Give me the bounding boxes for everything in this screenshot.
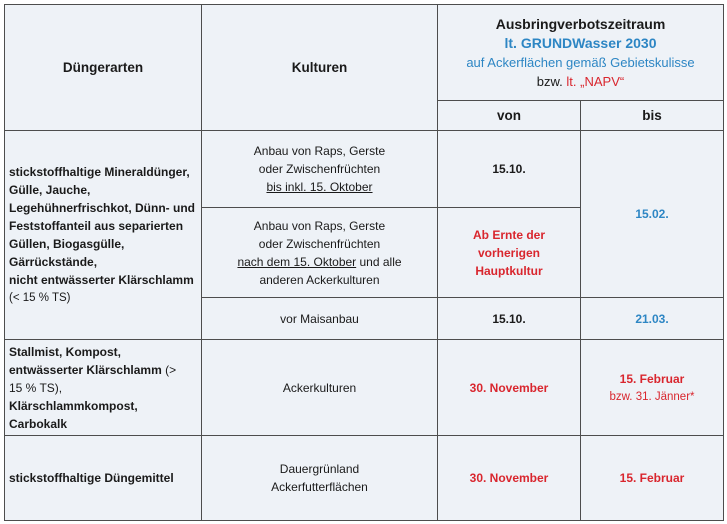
von-cell: 15.10. bbox=[438, 298, 581, 340]
header-napv-prefix: bzw. bbox=[536, 73, 567, 89]
duenger-line: Güllen, Biogasgülle, bbox=[9, 237, 125, 251]
kultur-line: Anbau von Raps, Gerste bbox=[253, 218, 386, 233]
kultur-line: Dauergrünland bbox=[279, 462, 360, 476]
duenger-line: Gärrückstände, bbox=[9, 255, 98, 269]
bis-line: 15. Februar bbox=[619, 371, 685, 386]
duenger-group2 bbox=[5, 340, 202, 436]
header-ausbringverbot bbox=[438, 5, 724, 101]
bis-line: bzw. 31. Jänner* bbox=[609, 390, 695, 403]
von-cell: 15.10. bbox=[438, 131, 581, 208]
kultur-line: oder Zwischenfrüchten bbox=[258, 162, 381, 176]
header-bis: bis bbox=[581, 101, 724, 131]
duenger-line: nicht entwässerter Klärschlamm bbox=[9, 273, 194, 287]
duenger-line: Klärschlammkompost, bbox=[9, 398, 138, 413]
duenger-line bbox=[9, 361, 197, 379]
von-cell: 30. November bbox=[438, 340, 581, 436]
duenger-group1 bbox=[5, 131, 202, 340]
bis-cell: 15.02. bbox=[581, 131, 724, 298]
header-kulturen: Kulturen bbox=[202, 5, 438, 131]
header-title: Ausbringverbotszeitraum bbox=[495, 15, 666, 32]
duenger-line: Feststoffanteil aus separierten bbox=[9, 219, 184, 233]
duenger-line: stickstoffhaltige Mineraldünger, bbox=[9, 165, 190, 179]
header-row bbox=[5, 5, 724, 101]
von-line: Hauptkultur bbox=[475, 263, 543, 278]
header-duengerarten: Düngerarten bbox=[5, 5, 202, 131]
header-napv-label: lt. „NAPV“ bbox=[566, 73, 625, 89]
kultur-line: bis inkl. 15. Oktober bbox=[266, 180, 373, 194]
von-cell bbox=[438, 208, 581, 298]
duenger-line: Stallmist, Kompost, bbox=[9, 344, 122, 359]
kultur-cell bbox=[202, 436, 438, 521]
kultur-line: oder Zwischenfrüchten bbox=[258, 236, 381, 251]
header-von: von bbox=[438, 101, 581, 131]
duenger-line: 15 % TS), bbox=[9, 380, 63, 395]
duenger-line: Carbokalk bbox=[9, 416, 68, 431]
kultur-line: anderen Ackerkulturen bbox=[259, 272, 380, 287]
duenger-line: Gülle, Jauche, bbox=[9, 183, 91, 197]
bis-cell bbox=[581, 340, 724, 436]
kultur-line bbox=[206, 253, 433, 271]
spreading-ban-table bbox=[4, 4, 724, 521]
header-grundwasser: lt. GRUNDWasser 2030 bbox=[504, 34, 657, 51]
kultur-rest: und alle bbox=[356, 254, 402, 269]
duenger-note: (< 15 % TS) bbox=[9, 292, 71, 304]
duenger-normal: (> bbox=[161, 362, 177, 377]
kultur-cell: Ackerkulturen bbox=[202, 340, 438, 436]
duenger-group3: stickstoffhaltige Düngemittel bbox=[5, 436, 202, 521]
von-cell: 30. November bbox=[438, 436, 581, 521]
duenger-bold: entwässerter Klärschlamm bbox=[9, 362, 162, 377]
kultur-cell bbox=[202, 208, 438, 298]
von-line: Ab Ernte der bbox=[472, 227, 545, 242]
bis-cell: 21.03. bbox=[581, 298, 724, 340]
table-row bbox=[5, 131, 724, 208]
kultur-underlined: nach dem 15. Oktober bbox=[237, 254, 357, 269]
bis-cell: 15. Februar bbox=[581, 436, 724, 521]
kultur-cell bbox=[202, 131, 438, 208]
kultur-line: Anbau von Raps, Gerste bbox=[253, 144, 386, 158]
kultur-cell: vor Maisanbau bbox=[202, 298, 438, 340]
header-napv bbox=[442, 72, 719, 91]
header-gebietskulisse: auf Ackerflächen gemäß Gebietskulisse bbox=[466, 54, 695, 70]
table-row bbox=[5, 436, 724, 521]
duenger-line: Legehühnerfrischkot, Dünn- und bbox=[9, 201, 195, 215]
kultur-line: Ackerfutterflächen bbox=[271, 480, 368, 494]
von-line: vorherigen bbox=[477, 245, 540, 260]
table-row bbox=[5, 340, 724, 436]
